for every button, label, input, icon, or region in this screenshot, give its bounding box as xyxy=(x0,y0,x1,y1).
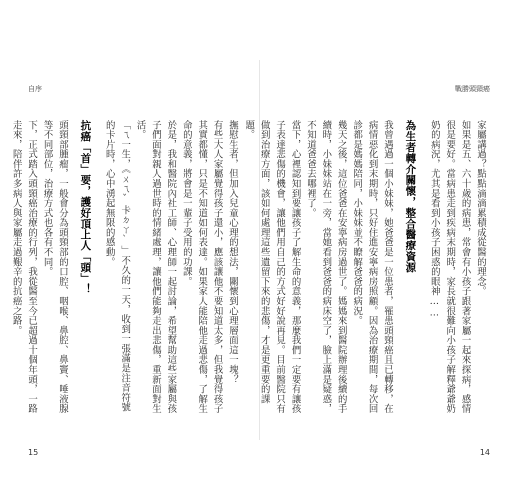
left-paragraph-4: 「ㄟ一生，《ㄨㄟˇ卡ㄉㄚˋ」不久的一天，收到一張滿是注音符號的卡片時，心中湧起無限的感動。 xyxy=(103,120,131,413)
left-paragraph-5: 頭頸部腫瘤，一般會分為頭頸部的口腔、咽喉、鼻腔、鼻竇、唾液腺等不同部位，治療方式也各有不同。 xyxy=(41,120,68,414)
left-paragraph-3: 於是，我和醫院內社工師、心理師一起討論，希望幫助這些家屬與孩子們面對親人過世時的情緒處理，讓他們能夠走出悲傷，重新面對生活。 xyxy=(134,120,177,414)
page-number-right: 14 xyxy=(479,448,490,457)
right-page-body xyxy=(243,120,488,420)
left-paragraph-1: 撫慰生者，但加入兒童心理的想法，關懷到心理層面這一塊？ xyxy=(227,120,238,385)
right-paragraph-2: 如果是五、六十歲的病患，常會有小孩子跟著家屬一起來探病，感情很是要好。當病患走到疾病末期時，家長就很難向小孩子解釋爺爺奶奶的病況，尤其是看到小孩子困惑的眼神…… xyxy=(428,120,471,414)
right-paragraph-4: 幾天之後，這位爸爸在安寧病房過世了。媽媽來到醫院辦理後續的手續時，小妹妹站在一旁，當她看到爸爸的病床空了，臉上滿是疑惑，不知道爸爸去哪裡了。 xyxy=(304,120,347,414)
left-paragraph-2: 有些大人家屬覺得孩子還小，應該讓他不要知道太多，但我覺得孩子其實都懂，只是不知道如何表達。如果家人能陪他走過悲傷，了解生命的意義，將會是一輩子受用的功課。 xyxy=(180,120,223,414)
right-paragraph-5: 當下，心裡認知到要讓孩子了解生命的意義，那麼我們一定要有讓孩子表達悲傷的機會，讓他們用自己的方式好好說再見。目前醫院只有做到治療方面，該如何處理這些遺留下來的悲傷，才是更重要的課題。 xyxy=(243,120,301,414)
running-header-left: 自序 xyxy=(28,85,42,93)
left-section-heading: 抗癌「首」要，護好頂上人「頭」！ xyxy=(79,120,92,295)
page-number-left: 15 xyxy=(28,448,39,457)
running-header-right: 戰勝頭頸癌 xyxy=(455,85,490,93)
left-paragraph-6: 下，正式踏入頭頸癌治療的行列，我從醫至今已超過十個年頭，一路走來，陪伴許多病人與家屬走過艱辛的抗癌之路。 xyxy=(10,120,38,414)
left-page xyxy=(0,0,258,500)
right-paragraph-3: 我曾遇過一個小妹妹，她爸爸是一位患者，罹患頭頸癌且已轉移，在病情惡化到末期時，只好住進安寧病房照顧。因為治療期間，每次回診都是媽媽陪同，小妹妹並不瞭解爸爸的病況。 xyxy=(351,120,393,414)
right-section-heading: 為生者轉介關懷，整合醫療資源 xyxy=(404,120,417,273)
right-page xyxy=(243,0,520,500)
right-paragraph-1: 家屬講過？點點滴滴累積成從醫的理念。 xyxy=(475,120,486,297)
left-page-body xyxy=(10,120,240,420)
